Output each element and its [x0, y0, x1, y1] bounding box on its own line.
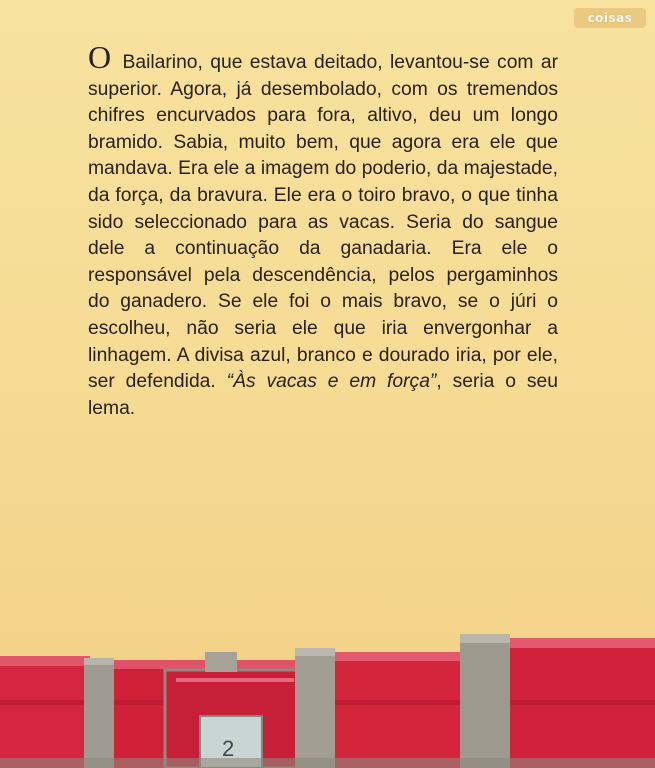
drop-cap: O — [88, 39, 112, 75]
stone-pillar — [460, 634, 510, 768]
article-text-part-2: , seria o seu lema. — [88, 371, 559, 419]
gate-number: 2 — [222, 736, 235, 761]
barrier-panel-left — [0, 656, 90, 768]
stone-pillar — [84, 658, 114, 768]
stone-pillar — [205, 652, 237, 672]
article-body — [88, 39, 559, 422]
section-tag: coisas — [574, 8, 646, 28]
article-quote: “Às vacas e em força” — [226, 371, 437, 393]
article-text-part-1: Bailarino, que estava deitado, levantou-se com ar superior. Agora, já desembolado, com os tremendos chifres encurvados para fora, altivo, deu um longo bramido. Sabia, muito bem, que agora era ele que mandava. Era ele a imagem do poderio, da majestade, da força, da bravura. Ele era o toiro bravo, o que tinha sido seleccionado para as vacas. Seria do sangue dele a continuação da ganadaria. Era ele o responsável pela descendência, pelos pergaminhos do ganadero. Se ele foi o mais bravo, se o júri o escolheu, não seria ele que iria envergonhar a linhagem. A divisa azul, branco e dourado iria, por ele, ser defendida. — [88, 52, 559, 393]
stone-pillar — [295, 648, 335, 768]
barrier-panel-center — [330, 652, 465, 768]
bullring-barrier-photo — [0, 608, 655, 768]
